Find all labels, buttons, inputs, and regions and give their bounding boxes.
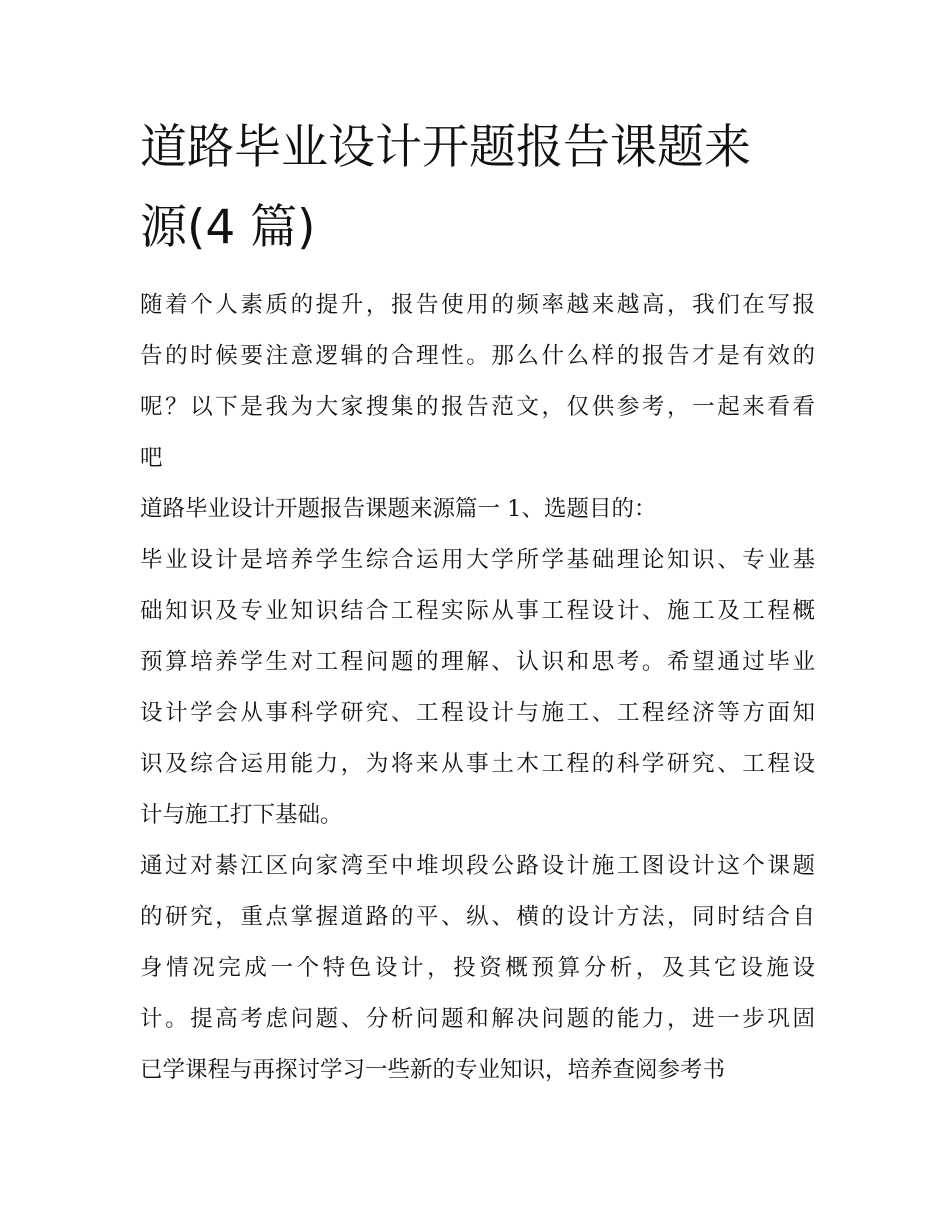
text-line: 告的时候要注意逻辑的合理性。那么什么样的报告才是有效的	[140, 343, 815, 369]
text-line: 设计学会从事科学研究、工程设计与施工、工程经济等方面知	[140, 700, 815, 726]
purpose-paragraph	[140, 535, 815, 841]
text-line: 通过对綦江区向家湾至中堆坝段公路设计施工图设计这个课题	[140, 853, 815, 879]
text-line: 已学课程与再探讨学习一些新的专业知识，培养查阅参考书	[140, 1057, 726, 1083]
research-paragraph	[140, 841, 815, 1096]
text-line: 计与施工打下基础。	[140, 802, 343, 828]
text-line: 身情况完成一个特色设计，投资概预算分析，及其它设施设	[140, 955, 815, 981]
text-line: 计。提高考虑问题、分析问题和解决问题的能力，进一步巩固	[140, 1006, 815, 1032]
text-line: 预算培养学生对工程问题的理解、认识和思考。希望通过毕业	[140, 649, 815, 675]
text-line: 随着个人素质的提升，报告使用的频率越来越高，我们在写报	[140, 292, 815, 318]
section-heading-paragraph	[140, 484, 815, 535]
text-line: 道路毕业设计开题报告课题来源篇一 1、选题目的：	[140, 496, 657, 522]
text-line: 识及综合运用能力，为将来从事土木工程的科学研究、工程设	[140, 751, 815, 777]
text-line: 的研究，重点掌握道路的平、纵、横的设计方法，同时结合自	[140, 904, 815, 930]
text-line: 吧	[140, 445, 163, 471]
text-line: 呢？以下是我为大家搜集的报告范文，仅供参考，一起来看看	[140, 394, 815, 420]
document-page	[140, 108, 815, 1096]
document-title	[140, 108, 815, 268]
title-line: 道路毕业设计开题报告课题来	[140, 120, 751, 175]
title-line: 源(4 篇)	[140, 200, 316, 255]
intro-paragraph	[140, 280, 815, 484]
text-line: 础知识及专业知识结合工程实际从事工程设计、施工及工程概	[140, 598, 815, 624]
text-line: 毕业设计是培养学生综合运用大学所学基础理论知识、专业基	[140, 547, 815, 573]
